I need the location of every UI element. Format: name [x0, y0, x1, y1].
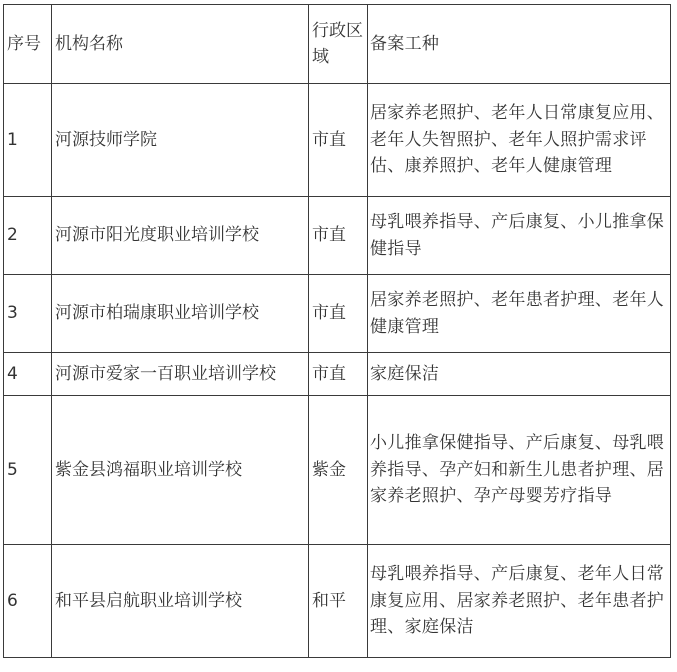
- cell-institution-name: 河源市柏瑞康职业培训学校: [52, 275, 309, 353]
- cell-serial-number: 3: [4, 275, 52, 353]
- header-serial-number: 序号: [4, 5, 52, 84]
- table-row: [4, 84, 671, 197]
- cell-admin-region: 市直: [309, 353, 368, 396]
- header-registered-trades: 备案工种: [368, 5, 671, 84]
- cell-registered-trades: 居家养老照护、老年患者护理、老年人健康管理: [368, 275, 671, 353]
- cell-admin-region: 市直: [309, 275, 368, 353]
- cell-serial-number: 2: [4, 197, 52, 275]
- table-header-row: [4, 5, 671, 84]
- table-row: [4, 545, 671, 658]
- cell-institution-name: 和平县启航职业培训学校: [52, 545, 309, 658]
- cell-registered-trades: 母乳喂养指导、产后康复、小儿推拿保健指导: [368, 197, 671, 275]
- cell-admin-region: 市直: [309, 84, 368, 197]
- cell-institution-name: 河源市阳光度职业培训学校: [52, 197, 309, 275]
- header-admin-region: 行政区域: [309, 5, 368, 84]
- cell-admin-region: 市直: [309, 197, 368, 275]
- cell-registered-trades: 小儿推拿保健指导、产后康复、母乳喂养指导、孕产妇和新生儿患者护理、居家养老照护、孕产母婴芳疗指导: [368, 396, 671, 545]
- cell-serial-number: 1: [4, 84, 52, 197]
- institution-table: [3, 4, 671, 658]
- table-row: [4, 275, 671, 353]
- cell-serial-number: 5: [4, 396, 52, 545]
- cell-registered-trades: 母乳喂养指导、产后康复、老年人日常康复应用、居家养老照护、老年患者护理、家庭保洁: [368, 545, 671, 658]
- cell-admin-region: 和平: [309, 545, 368, 658]
- cell-admin-region: 紫金: [309, 396, 368, 545]
- cell-registered-trades: 居家养老照护、老年人日常康复应用、老年人失智照护、老年人照护需求评估、康养照护、老年人健康管理: [368, 84, 671, 197]
- cell-institution-name: 河源市爱家一百职业培训学校: [52, 353, 309, 396]
- cell-serial-number: 4: [4, 353, 52, 396]
- cell-institution-name: 紫金县鸿福职业培训学校: [52, 396, 309, 545]
- cell-institution-name: 河源技师学院: [52, 84, 309, 197]
- table-row: [4, 197, 671, 275]
- cell-registered-trades: 家庭保洁: [368, 353, 671, 396]
- header-institution-name: 机构名称: [52, 5, 309, 84]
- cell-serial-number: 6: [4, 545, 52, 658]
- table-row: [4, 396, 671, 545]
- table-row: [4, 353, 671, 396]
